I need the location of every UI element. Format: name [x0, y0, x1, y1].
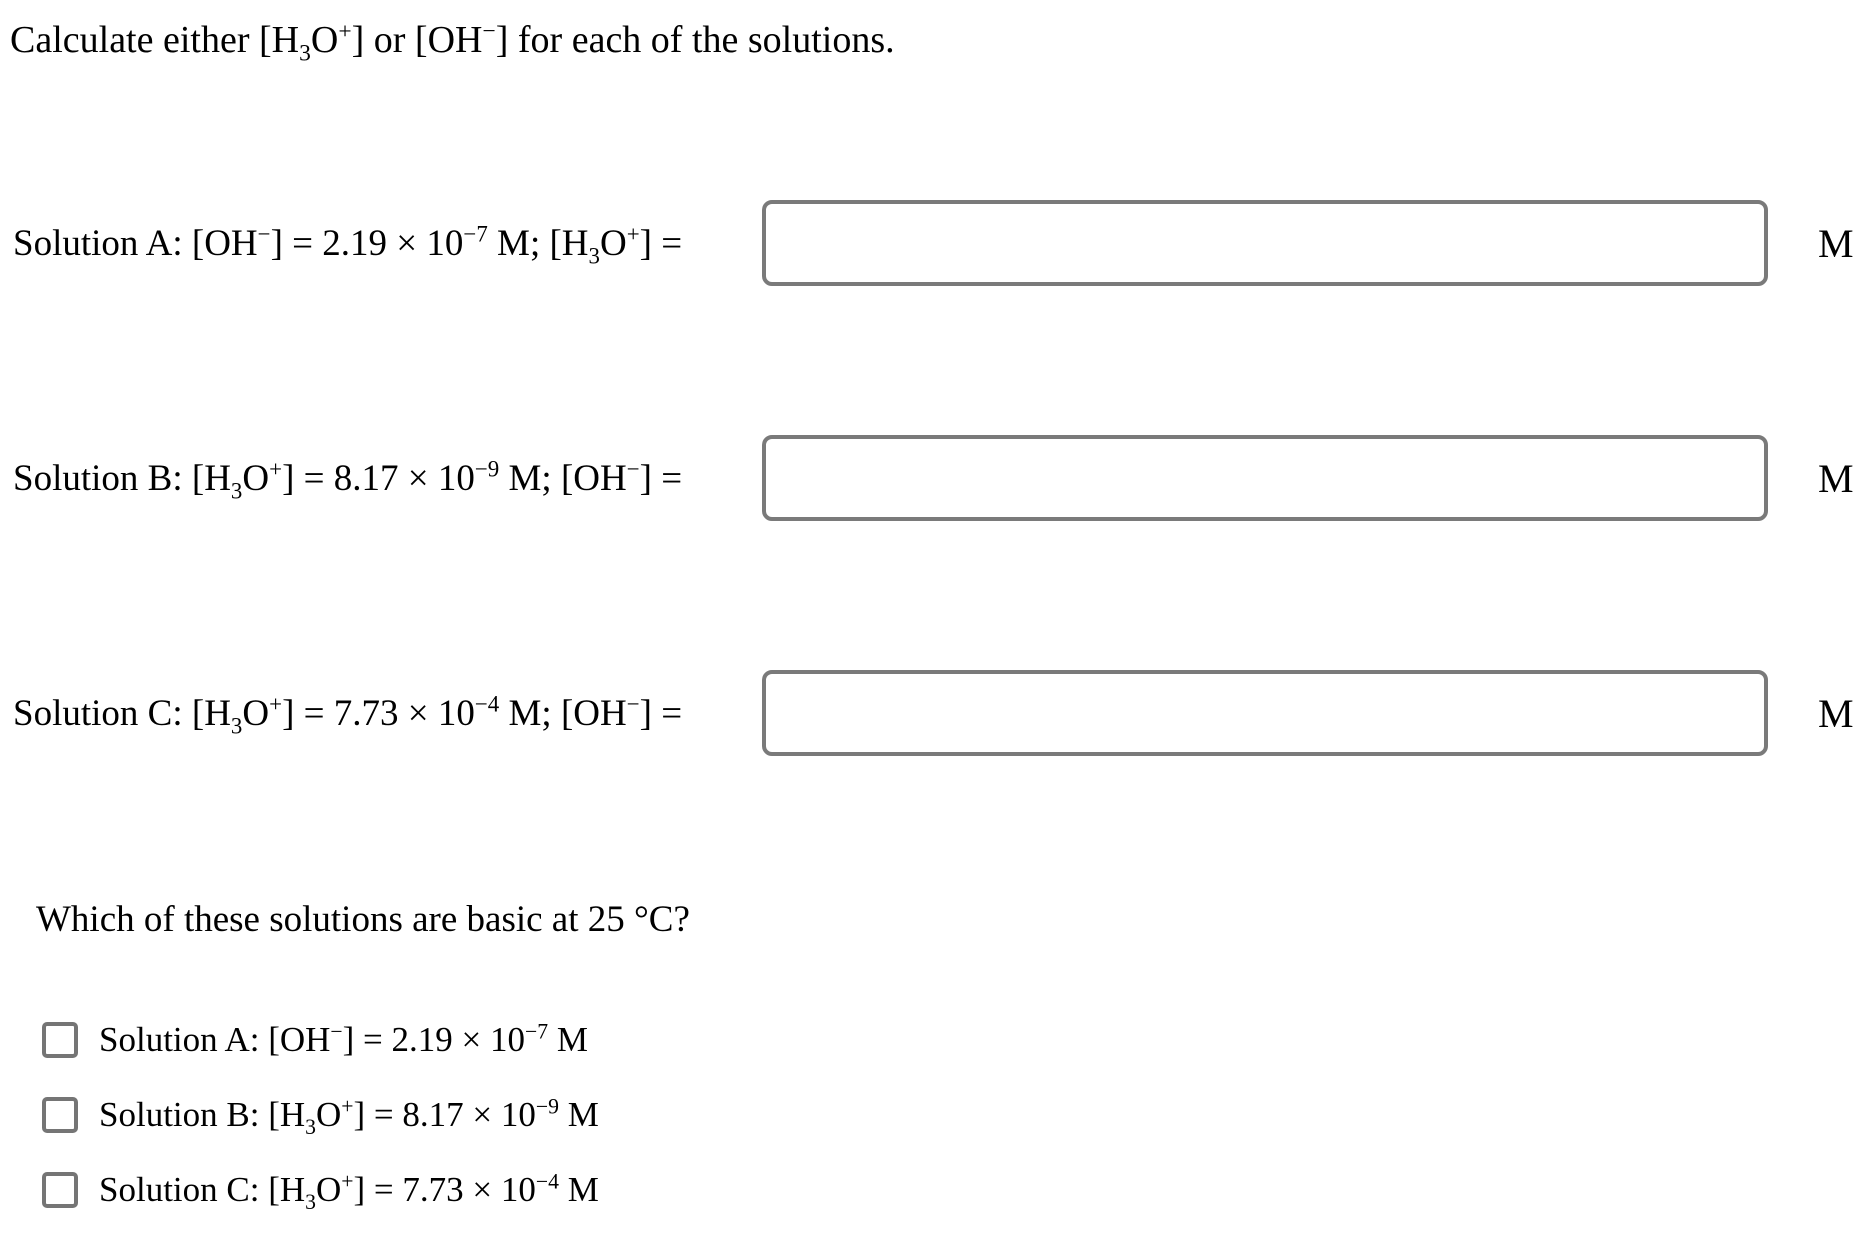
solution-a-input[interactable]	[762, 200, 1768, 286]
choice-solution-a	[42, 1021, 588, 1059]
basic-solutions-question: Which of these solutions are basic at 25 °C?	[36, 899, 690, 940]
choice-solution-c	[42, 1169, 599, 1214]
solution-c-input[interactable]	[762, 670, 1768, 756]
choice-solution-a-label: Solution A: $[OH^-] = 2.19 \times 10^{-7}$ M	[99, 1019, 588, 1059]
solution-a-row	[0, 200, 1870, 286]
solution-a-label: Solution A: $[OH^-] = 2.19 \times 10^{-7}$ M; $[H_3O^+]$ =	[13, 221, 683, 268]
choice-solution-b-label: Solution B: $[H_3O^+] = 8.17 \times 10^{-9}$ M	[99, 1094, 599, 1139]
choice-solution-b	[42, 1094, 599, 1139]
problem-statement: Calculate either $[H_3O^+]$ or [OH−] for each of the solutions.	[10, 18, 895, 67]
solution-b-input[interactable]	[762, 435, 1768, 521]
solution-c-checkbox[interactable]	[42, 1172, 78, 1208]
solution-a-unit-label: M	[1818, 220, 1854, 266]
solution-b-unit-label: M	[1818, 455, 1854, 501]
solution-c-unit-label: M	[1818, 690, 1854, 736]
solution-c-row	[0, 670, 1870, 756]
solution-c-label: Solution C: $[H_3O^+] = 7.73 \times 10^{-4}$ M; [OH−] =	[13, 691, 683, 738]
solution-b-checkbox[interactable]	[42, 1097, 78, 1133]
choice-solution-c-label: Solution C: $[H_3O^+] = 7.73 \times 10^{-4}$ M	[99, 1169, 599, 1214]
solution-b-row	[0, 435, 1870, 521]
solution-a-checkbox[interactable]	[42, 1022, 78, 1058]
solution-b-label: Solution B: $[H_3O^+] = 8.17 \times 10^{-9}$ M; [OH−] =	[13, 456, 683, 503]
